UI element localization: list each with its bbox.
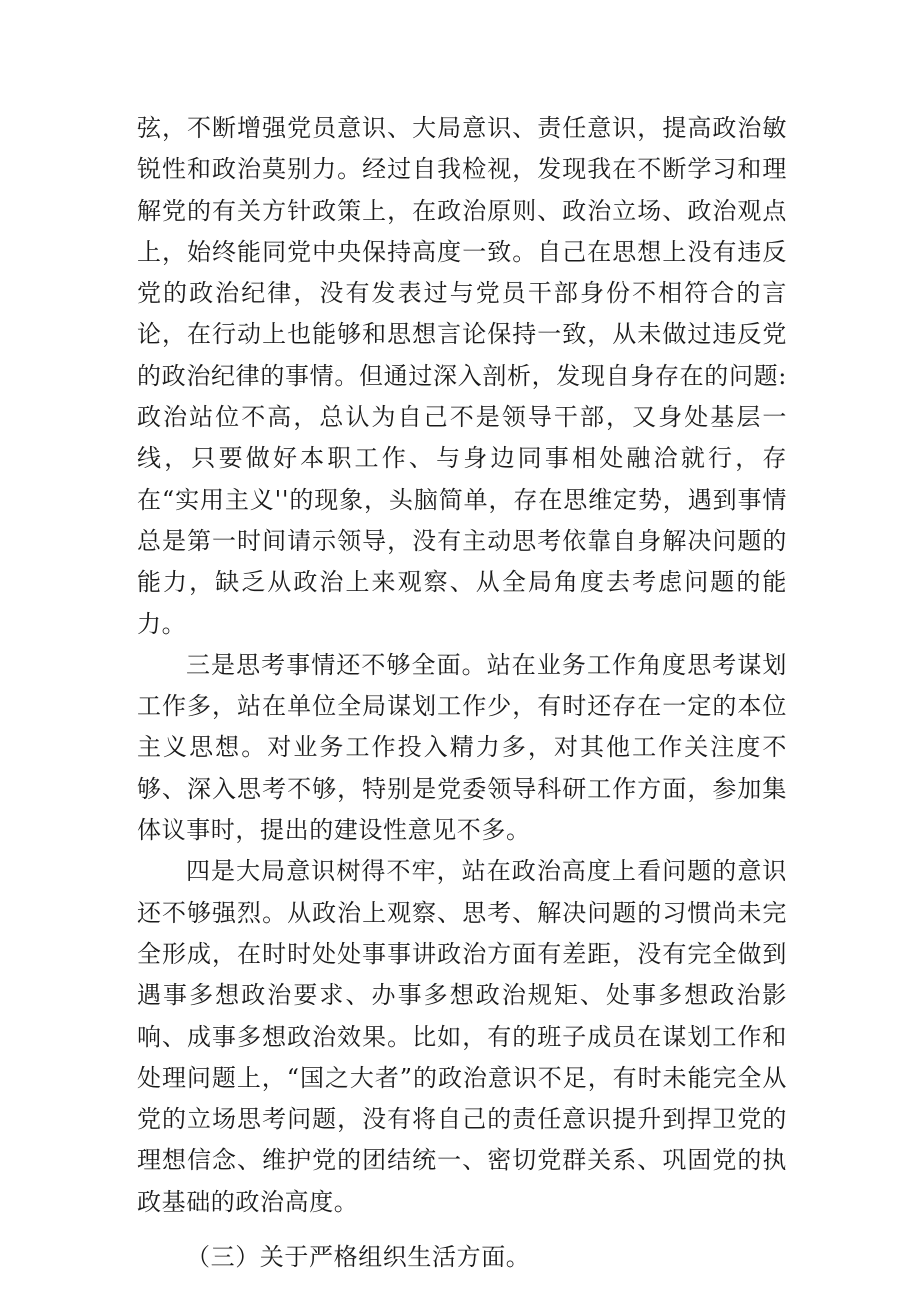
paragraph-political-awareness: 弦，不断增强党员意识、大局意识、责任意识，提高政治敏锐性和政治莫别力。经过自我检视，发现我在不断学习和理解党的有关方针政策上，在政治原则、政治立场、政治观点上，始终能同党中央保持高度一致。自己在思想上没有违反党的政治纪律，没有发表过与党员干部身份不相符合的言论，在行动上也能够和思想言论保持一致，从未做过违反党的政治纪律的事情。但通过深入剖析，发现自身存在的问题:政治站位不高，总认为自己不是领导干部，又身处基层一线，只要做好本职工作、与身边同事相处融洽就行，存在“实用主义''的现象，头脑简单，存在思维定势，遇到事情总是第一时间请示领导，没有主动思考依靠自身解决问题的能力，缺乏从政治上来观察、从全局角度去考虑问题的能力。 xyxy=(137,114,787,638)
document-body xyxy=(137,108,787,1278)
paragraph-point-three: 三是思考事情还不够全面。站在业务工作角度思考谋划工作多，站在单位全局谋划工作少，有时还存在一定的本位主义思想。对业务工作投入精力多，对其他工作关注度不够、深入思考不够，特别是党委领导科研工作方面，参加集体议事时，提出的建设性意见不多。 xyxy=(137,650,787,845)
paragraph-point-four: 四是大局意识树得不牢，站在政治高度上看问题的意识还不够强烈。从政治上观察、思考、解决问题的习惯尚未完全形成，在时时处处事事讲政治方面有差距，没有完全做到遇事多想政治要求、办事多想政治规矩、处事多想政治影响、成事多想政治效果。比如，有的班子成员在谋划工作和处理问题上，“国之大者”的政治意识不足，有时未能完全从党的立场思考问题，没有将自己的责任意识提升到捍卫党的理想信念、维护党的团结统一、密切党群关系、巩固党的执政基础的政治高度。 xyxy=(137,857,787,1216)
section-heading-organizational-life: （三）关于严格组织生活方面。 xyxy=(186,1243,531,1272)
